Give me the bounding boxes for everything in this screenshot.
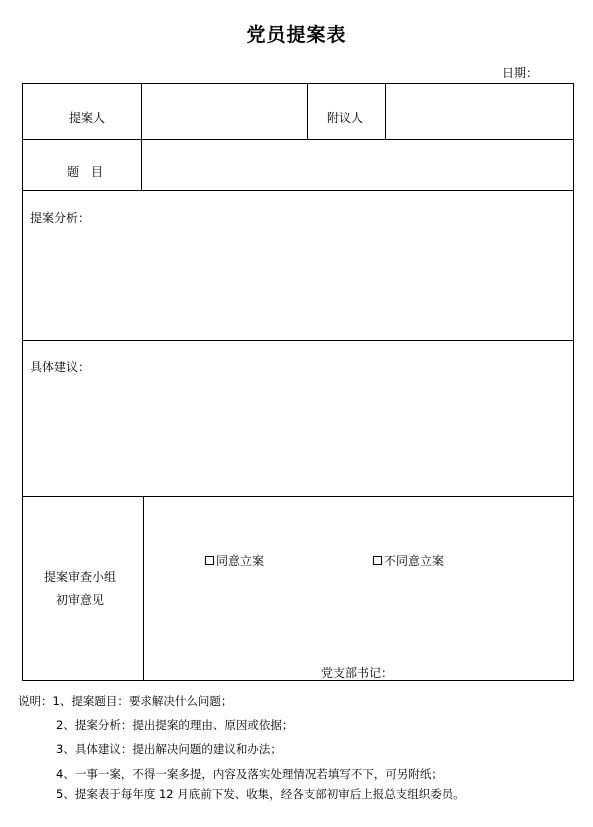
disagree-checkbox[interactable] — [373, 556, 382, 565]
agree-option-label: 同意立案 — [216, 554, 265, 568]
note-item-4: 4、一事一案，不得一案多提，内容及落实处理情况若填写不下，可另附纸； — [56, 767, 443, 781]
secretary-label: 党支部书记： — [321, 666, 394, 680]
disagree-option[interactable] — [373, 552, 444, 569]
disagree-option-label: 不同意立案 — [384, 554, 445, 568]
form-title: 党员提案表 — [246, 24, 347, 46]
col-divider-review — [143, 496, 144, 681]
notes-prefix: 说明： — [18, 694, 53, 708]
date-label: 日期： — [502, 66, 539, 80]
note-line-1 — [18, 689, 578, 713]
review-label-line1: 提案审查小组 — [44, 570, 117, 584]
row-divider-4 — [23, 496, 574, 497]
note-line-3 — [18, 737, 578, 761]
note-line-2 — [18, 713, 578, 737]
analysis-label: 提案分析： — [30, 211, 91, 225]
note-line-5 — [18, 785, 578, 803]
seconder-label: 附议人 — [327, 111, 364, 125]
agree-option[interactable] — [205, 552, 264, 569]
review-label-line2: 初审意见 — [56, 593, 105, 607]
note-item-5: 5、提案表于每年度 12 月底前下发、收集，经各支部初审后上报总支组织委员。 — [56, 787, 465, 801]
note-item-2: 2、提案分析：提出提案的理由、原因或依据； — [56, 718, 294, 732]
subject-label: 题 目 — [67, 165, 104, 179]
seconder-field[interactable] — [386, 84, 574, 139]
instructions — [18, 689, 578, 803]
agree-checkbox[interactable] — [205, 556, 214, 565]
suggestion-field[interactable] — [23, 341, 574, 496]
subject-field[interactable] — [142, 140, 574, 190]
col-divider-seconder-left — [307, 84, 308, 139]
analysis-field[interactable] — [23, 191, 574, 340]
note-item-1: 1、提案题目：要求解决什么问题； — [52, 694, 233, 708]
note-item-3: 3、具体建议：提出解决问题的建议和办法； — [56, 742, 282, 756]
proposal-form-table — [22, 83, 574, 681]
proposer-label: 提案人 — [69, 111, 106, 125]
suggestion-label: 具体建议： — [30, 360, 91, 374]
note-line-4 — [18, 763, 578, 785]
proposer-field[interactable] — [142, 84, 307, 139]
